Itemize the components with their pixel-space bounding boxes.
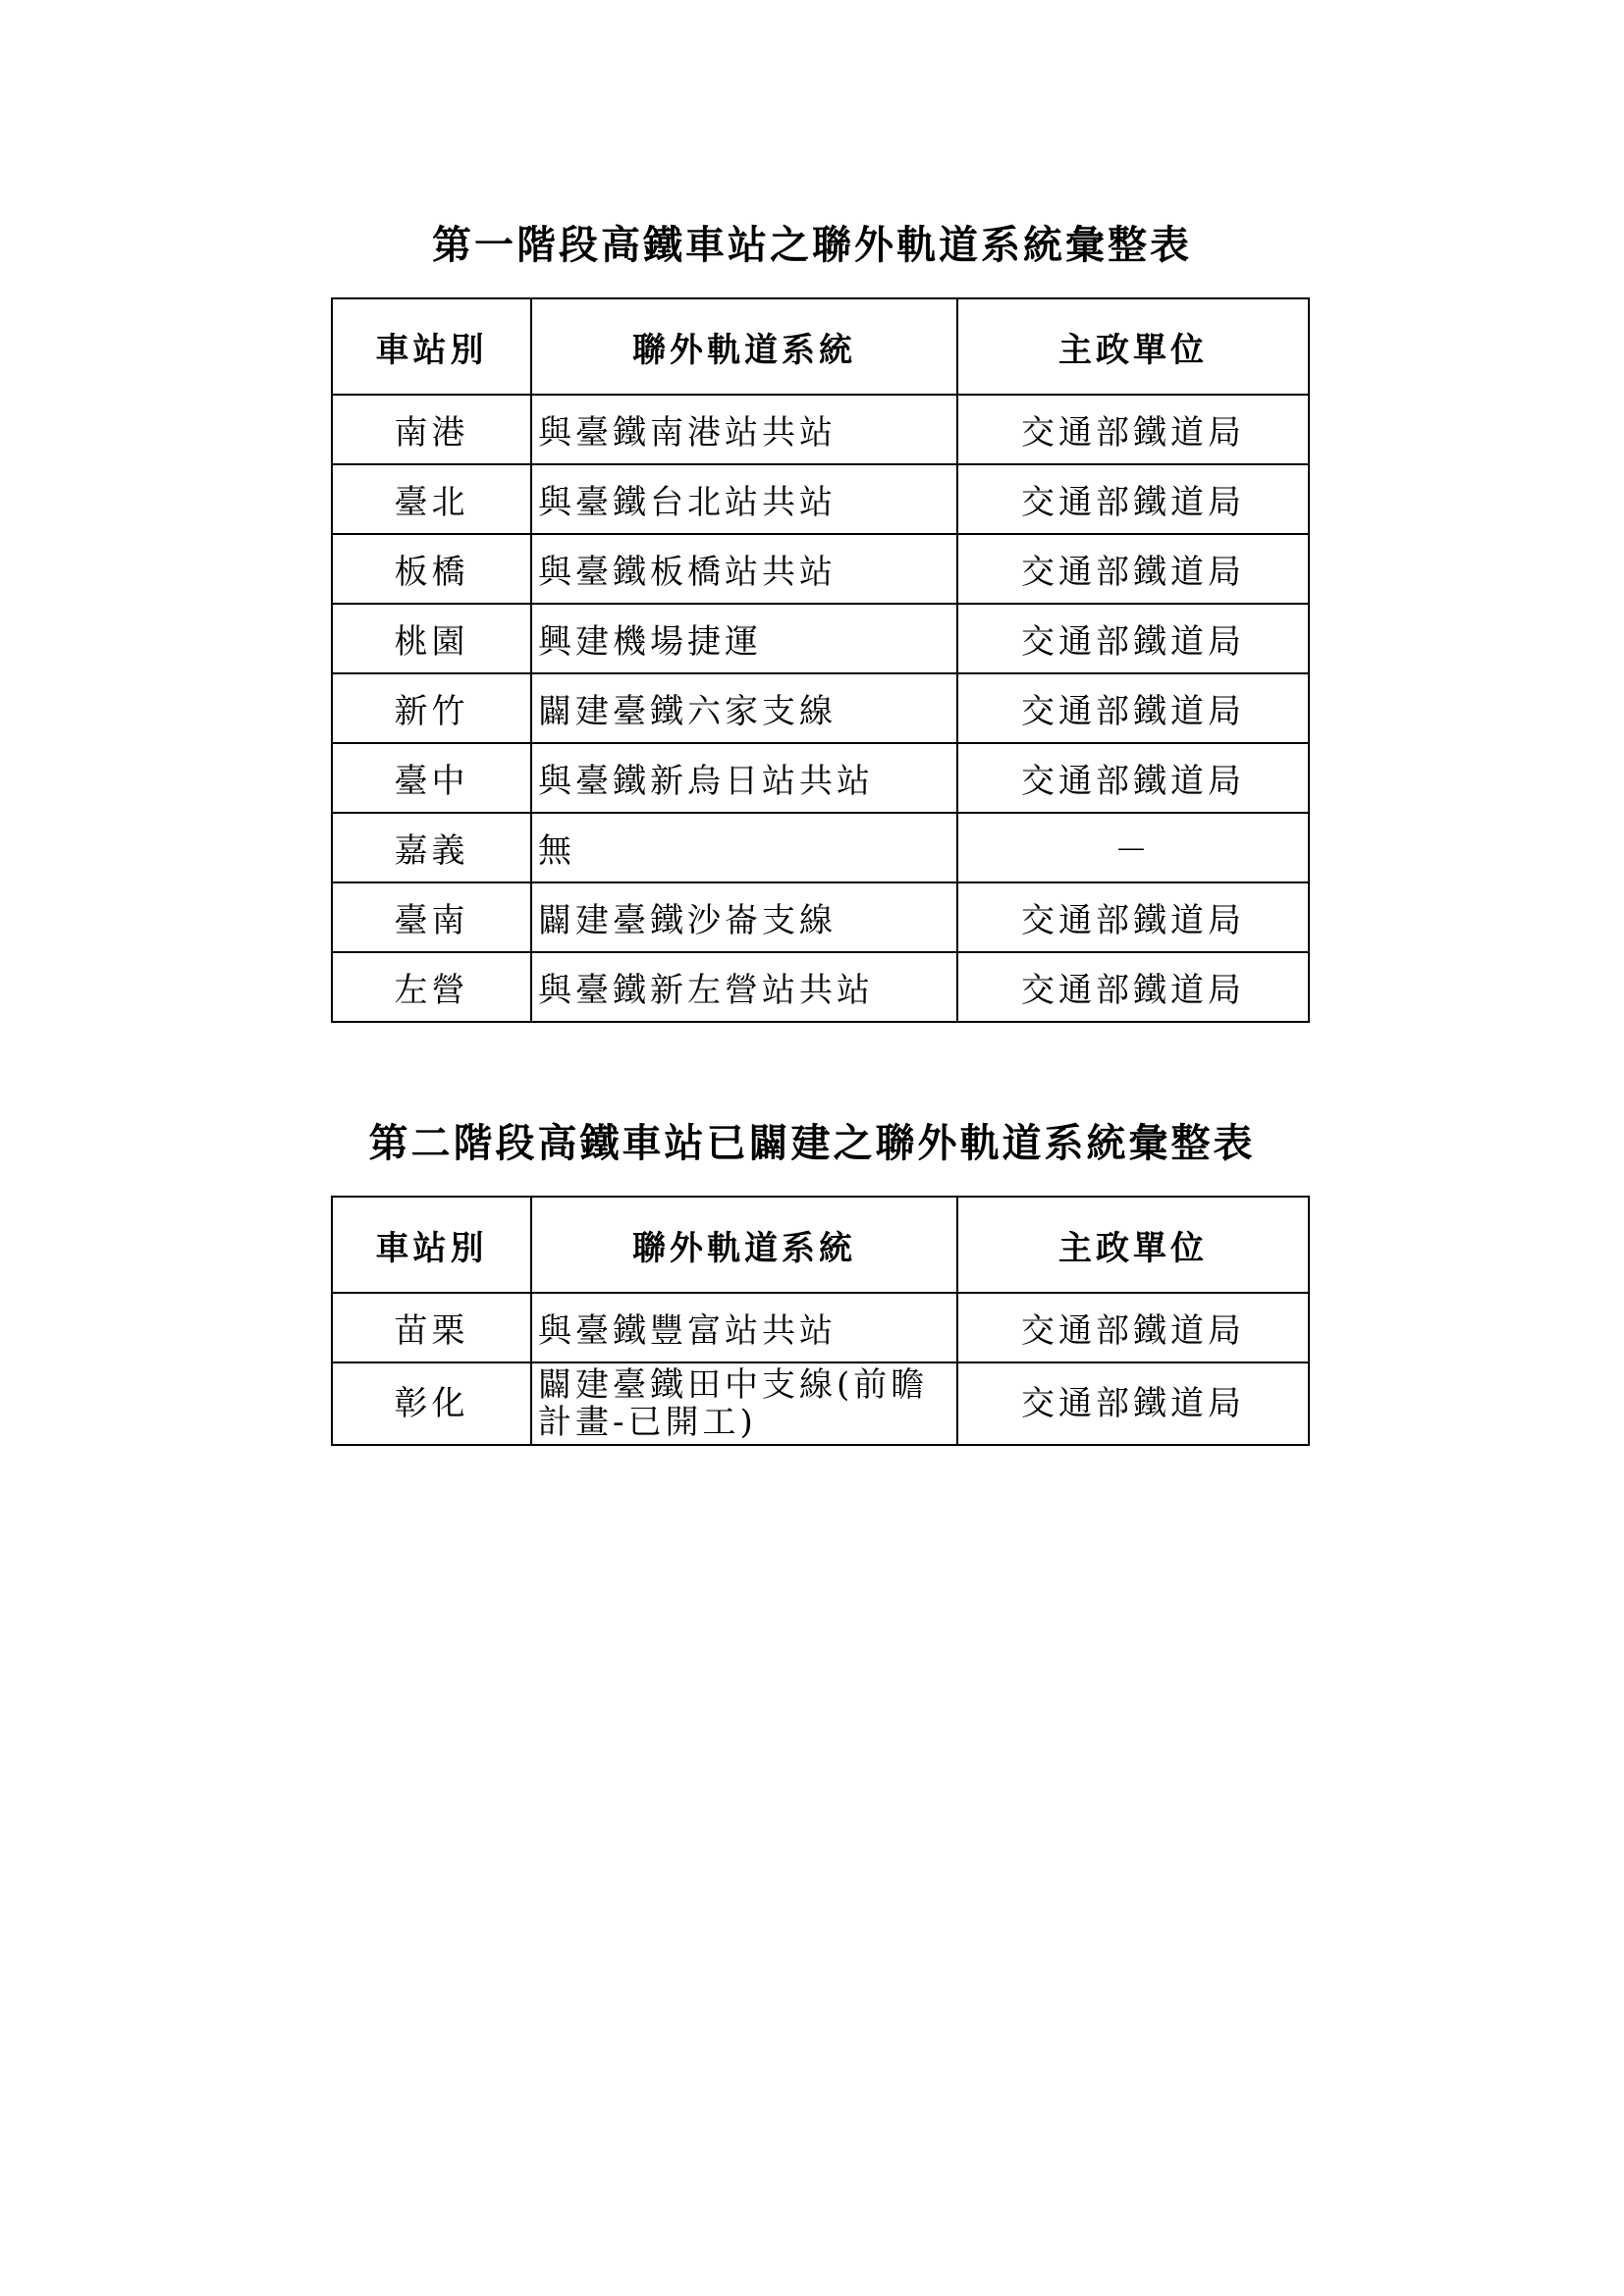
rail-system-cell: 無 xyxy=(531,813,957,882)
table-row xyxy=(332,1293,1309,1362)
station-cell: 臺南 xyxy=(332,882,531,952)
station-cell: 新竹 xyxy=(332,673,531,743)
rail-system-cell: 與臺鐵豐富站共站 xyxy=(531,1293,957,1362)
rail-system-cell: 與臺鐵台北站共站 xyxy=(531,464,957,534)
phase-2-station-table xyxy=(331,1196,1310,1446)
station-cell: 左營 xyxy=(332,952,531,1022)
table-header-row xyxy=(332,298,1309,395)
authority-cell: 交通部鐵道局 xyxy=(957,1362,1309,1445)
header-authority: 主政單位 xyxy=(957,298,1309,395)
rail-system-cell: 與臺鐵新左營站共站 xyxy=(531,952,957,1022)
authority-cell: 交通部鐵道局 xyxy=(957,1293,1309,1362)
station-cell: 臺中 xyxy=(332,743,531,813)
authority-cell: 交通部鐵道局 xyxy=(957,743,1309,813)
station-cell: 板橋 xyxy=(332,534,531,604)
station-cell: 嘉義 xyxy=(332,813,531,882)
station-cell: 臺北 xyxy=(332,464,531,534)
table-2-title: 第二階段高鐵車站已闢建之聯外軌道系統彙整表 xyxy=(368,1120,1256,1166)
rail-system-cell: 興建機場捷運 xyxy=(531,604,957,673)
authority-cell: 交通部鐵道局 xyxy=(957,534,1309,604)
header-authority: 主政單位 xyxy=(957,1197,1309,1293)
table-row xyxy=(332,534,1309,604)
header-station: 車站別 xyxy=(332,1197,531,1293)
table-row xyxy=(332,952,1309,1022)
table-header-row xyxy=(332,1197,1309,1293)
table-row xyxy=(332,395,1309,464)
header-station: 車站別 xyxy=(332,298,531,395)
table-row xyxy=(332,1362,1309,1445)
authority-cell: 交通部鐵道局 xyxy=(957,952,1309,1022)
header-rail-system: 聯外軌道系統 xyxy=(531,1197,957,1293)
authority-cell: 交通部鐵道局 xyxy=(957,673,1309,743)
authority-cell: 交通部鐵道局 xyxy=(957,882,1309,952)
rail-system-cell: 與臺鐵板橋站共站 xyxy=(531,534,957,604)
authority-cell: 交通部鐵道局 xyxy=(957,464,1309,534)
table-1-title: 第一階段高鐵車站之聯外軌道系統彙整表 xyxy=(432,222,1192,268)
rail-system-cell: 闢建臺鐵田中支線(前瞻計畫-已開工) xyxy=(531,1362,957,1445)
table-row xyxy=(332,743,1309,813)
authority-cell: 交通部鐵道局 xyxy=(957,395,1309,464)
station-cell: 桃園 xyxy=(332,604,531,673)
rail-system-cell: 與臺鐵新烏日站共站 xyxy=(531,743,957,813)
phase-1-station-table xyxy=(331,297,1310,1023)
authority-cell: 交通部鐵道局 xyxy=(957,604,1309,673)
rail-system-cell: 與臺鐵南港站共站 xyxy=(531,395,957,464)
station-cell: 苗栗 xyxy=(332,1293,531,1362)
rail-system-cell: 闢建臺鐵六家支線 xyxy=(531,673,957,743)
table-row xyxy=(332,813,1309,882)
station-cell: 南港 xyxy=(332,395,531,464)
station-cell: 彰化 xyxy=(332,1362,531,1445)
table-row xyxy=(332,604,1309,673)
rail-system-cell: 闢建臺鐵沙崙支線 xyxy=(531,882,957,952)
header-rail-system: 聯外軌道系統 xyxy=(531,298,957,395)
table-row xyxy=(332,882,1309,952)
table-row xyxy=(332,464,1309,534)
table-row xyxy=(332,673,1309,743)
authority-cell: － xyxy=(957,813,1309,882)
